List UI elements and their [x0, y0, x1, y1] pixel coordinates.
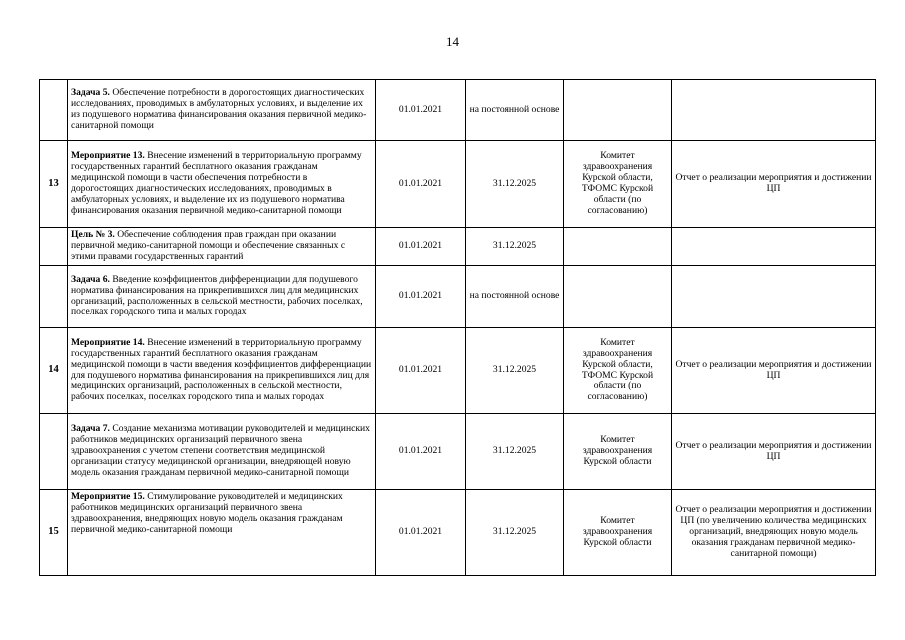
- row-text: Внесение изменений в территориальную программу государственных гарантий бесплатного оказания гражданам медицинской помощи в части введения коэффициентов дифференциации для подушевого норматива финансирования на прикрепившихся лиц для медицинских организаций, расположенных в сельской местности, рабочих поселках, поселках городского типа и малых городах: [71, 336, 372, 403]
- row-text: Внесение изменений в территориальную программу государственных гарантий бесплатного оказания гражданам медицинской помощи в части обеспечения потребности в дорогостоящих диагностических исследованиях, проводимых в амбулаторных условиях, и выделение их из подушевого норматива финансирования оказания первичной медико-санитарной помощи: [71, 150, 362, 216]
- row-result: [672, 228, 876, 266]
- row-description: [68, 328, 376, 414]
- row-number: [40, 266, 68, 328]
- row-description: [68, 80, 376, 141]
- row-text: Введение коэффициентов дифференциации для подушевого норматива финансирования на прикрепившихся лиц для медицинских организаций, расположенных в сельской местности, рабочих поселках, поселках городского типа и малых городах: [71, 273, 363, 318]
- row-start-date: 01.01.2021: [376, 328, 466, 414]
- row-label: Мероприятие 15.: [71, 491, 145, 502]
- row-text: Обеспечение потребности в дорогостоящих диагностических исследованиях, проводимых в амбулаторных условиях, и выделение их из подушевого норматива финансирования оказания первичной медико-санитарной помощи: [71, 87, 367, 131]
- row-description: [68, 228, 376, 266]
- row-label: Задача 5.: [71, 87, 110, 99]
- row-end-date: 31.12.2025: [466, 414, 564, 490]
- row-label: Цель № 3.: [71, 229, 115, 241]
- row-start-date: 01.01.2021: [376, 228, 466, 266]
- row-start-date: 01.01.2021: [376, 490, 466, 576]
- page-number: 14: [446, 34, 459, 49]
- table-row: [40, 80, 876, 141]
- row-end-date: на постоянной основе: [466, 266, 564, 328]
- table-row: [40, 328, 876, 414]
- row-number: 14: [40, 328, 68, 414]
- table-row: [40, 141, 876, 228]
- row-end-date: 31.12.2025: [466, 328, 564, 414]
- row-description: [68, 414, 376, 490]
- row-result: Отчет о реализации мероприятия и достижении ЦП: [672, 414, 876, 490]
- row-executor: [564, 80, 672, 141]
- row-description: [68, 490, 376, 576]
- row-executor: [564, 266, 672, 328]
- row-end-date: на постоянной основе: [466, 80, 564, 141]
- row-executor: Комитет здравоохранения Курской области, ТФОМС Курской области (по согласованию): [564, 328, 672, 414]
- row-label: Задача 7.: [71, 423, 110, 435]
- row-start-date: 01.01.2021: [376, 141, 466, 228]
- row-description: [68, 266, 376, 328]
- row-executor: Комитет здравоохранения Курской области, ТФОМС Курской области (по согласованию): [564, 141, 672, 228]
- row-result: Отчет о реализации мероприятия и достижении ЦП: [672, 328, 876, 414]
- table-row: [40, 490, 876, 576]
- plan-table: [39, 79, 876, 576]
- row-number: [40, 228, 68, 266]
- row-number: [40, 414, 68, 490]
- row-number: [40, 80, 68, 141]
- row-label: Мероприятие 14.: [71, 336, 145, 348]
- row-label: Задача 6.: [71, 273, 110, 285]
- row-start-date: 01.01.2021: [376, 266, 466, 328]
- row-executor: Комитет здравоохранения Курской области: [564, 414, 672, 490]
- row-end-date: 31.12.2025: [466, 141, 564, 228]
- row-text: Стимулирование руководителей и медицинских работников медицинских организаций первичного звена здравоохранения, внедряющих новую модель оказания гражданам первичной медико-санитарной помощи: [71, 491, 343, 535]
- row-text: Обеспечение соблюдения прав граждан при оказании первичной медико-санитарной помощи и обеспечение связанных с этими правами государственных гарантий: [71, 229, 346, 262]
- table-row: [40, 266, 876, 328]
- row-start-date: 01.01.2021: [376, 414, 466, 490]
- row-end-date: 31.12.2025: [466, 490, 564, 576]
- row-result: [672, 266, 876, 328]
- row-description: [68, 141, 376, 228]
- row-label: Мероприятие 13.: [71, 150, 145, 162]
- row-result: [672, 80, 876, 141]
- row-text: Создание механизма мотивации руководителей и медицинских работников медицинских организаций первичного звена здравоохранения с учетом степени соответствия медицинской организации статусу медицинской организации, внедряющей новую модель оказания гражданам первичной медико-санитарной помощи: [71, 423, 370, 478]
- row-result: Отчет о реализации мероприятия и достижении ЦП (по увеличению количества медицинских организаций, внедряющих новую модель оказания гражданам первичной медико-санитарной помощи): [672, 490, 876, 576]
- table-row: [40, 228, 876, 266]
- row-end-date: 31.12.2025: [466, 228, 564, 266]
- row-number: 15: [40, 490, 68, 576]
- row-executor: [564, 228, 672, 266]
- table-row: [40, 414, 876, 490]
- row-executor: Комитет здравоохранения Курской области: [564, 490, 672, 576]
- row-result: Отчет о реализации мероприятия и достижении ЦП: [672, 141, 876, 228]
- row-start-date: 01.01.2021: [376, 80, 466, 141]
- row-number: 13: [40, 141, 68, 228]
